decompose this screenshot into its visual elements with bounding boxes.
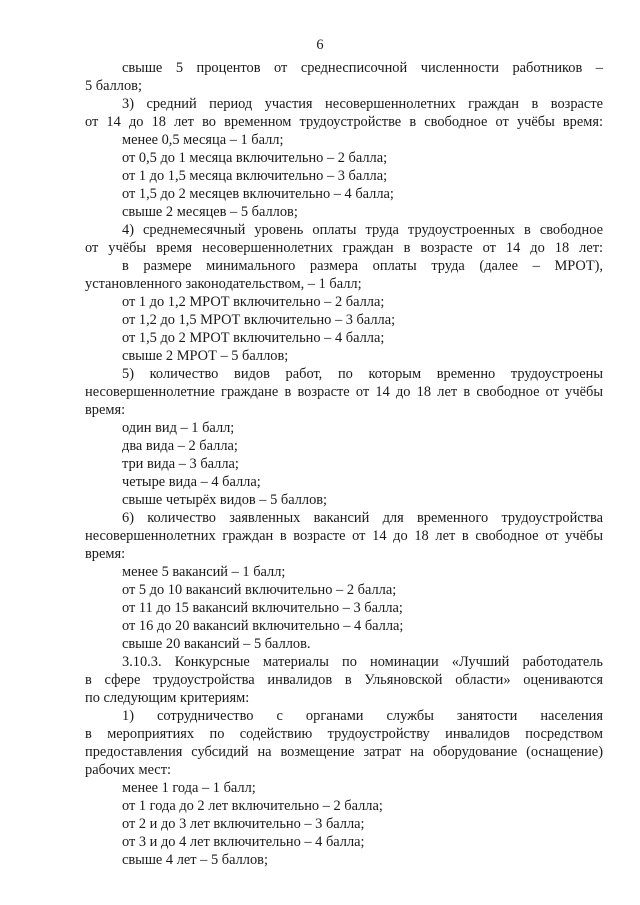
text-line: несовершеннолетние граждане в возрасте от 14 до 18 лет в свободное от учёбы (85, 384, 603, 400)
text-line: от 1 года до 2 лет включительно – 2 балла; (122, 798, 383, 814)
text-line: 6) количество заявленных вакансий для временного трудоустройства (122, 510, 603, 526)
text-line: один вид – 1 балл; (122, 420, 235, 436)
text-line: от 1 до 1,2 МРОТ включительно – 2 балла; (122, 294, 385, 310)
text-line: в размере минимального размера оплаты труда (далее – МРОТ), (122, 258, 603, 274)
text-line: рабочих мест: (85, 762, 171, 778)
text-line: время: (85, 402, 126, 418)
text-line: четыре вида – 4 балла; (122, 474, 261, 490)
text-line: свыше 5 процентов от среднесписочной численности работников – (122, 60, 603, 76)
text-line: предоставления субсидий на возмещение затрат на оборудование (оснащение) (85, 744, 603, 760)
text-line: 1) сотрудничество с органами службы занятости населения (122, 708, 603, 724)
text-line: от 1,5 до 2 месяцев включительно – 4 балла; (122, 186, 394, 202)
text-line: 5) количество видов работ, по которым временно трудоустроены (122, 366, 603, 382)
text-line: менее 5 вакансий – 1 балл; (122, 564, 286, 580)
text-line: менее 1 года – 1 балл; (122, 780, 256, 796)
text-line: несовершеннолетних граждан в возрасте от 14 до 18 лет в свободное от учёбы (85, 528, 603, 544)
text-line: от 1,5 до 2 МРОТ включительно – 4 балла; (122, 330, 385, 346)
text-line: от 16 до 20 вакансий включительно – 4 балла; (122, 618, 404, 634)
text-line: от учёбы время несовершеннолетних граждан в возрасте от 14 до 18 лет: (85, 240, 603, 256)
text-line: от 1,2 до 1,5 МРОТ включительно – 3 балла; (122, 312, 396, 328)
text-line: два вида – 2 балла; (122, 438, 238, 454)
text-line: в сфере трудоустройства инвалидов в Ульяновской области» оцениваются (85, 672, 603, 688)
text-line: менее 0,5 месяца – 1 балл; (122, 132, 284, 148)
text-line: от 2 и до 3 лет включительно – 3 балла; (122, 816, 365, 832)
text-line: от 1 до 1,5 месяца включительно – 3 балла; (122, 168, 388, 184)
text-line: от 3 и до 4 лет включительно – 4 балла; (122, 834, 365, 850)
text-line: 3.10.3. Конкурсные материалы по номинации «Лучший работодатель (122, 654, 603, 670)
text-line: свыше 2 месяцев – 5 баллов; (122, 204, 298, 220)
text-line: от 14 до 18 лет во временном трудоустройстве в свободное от учёбы время: (85, 114, 603, 130)
page-number: 6 (316, 37, 324, 53)
text-line: свыше 4 лет – 5 баллов; (122, 852, 268, 868)
text-line: от 5 до 10 вакансий включительно – 2 балла; (122, 582, 397, 598)
text-line: установленного законодательством, – 1 балл; (85, 276, 362, 292)
text-line: 4) среднемесячный уровень оплаты труда трудоустроенных в свободное (122, 222, 603, 238)
text-line: свыше 20 вакансий – 5 баллов. (122, 636, 311, 652)
text-line: три вида – 3 балла; (122, 456, 239, 472)
text-line: 5 баллов; (85, 78, 142, 94)
text-line: 3) средний период участия несовершеннолетних граждан в возрасте (122, 96, 603, 112)
text-line: свыше четырёх видов – 5 баллов; (122, 492, 328, 508)
text-line: свыше 2 МРОТ – 5 баллов; (122, 348, 289, 364)
text-line: от 0,5 до 1 месяца включительно – 2 балла; (122, 150, 388, 166)
text-line: по следующим критериям: (85, 690, 250, 706)
text-line: время: (85, 546, 126, 562)
text-line: от 11 до 15 вакансий включительно – 3 балла; (122, 600, 403, 616)
text-line: в мероприятиях по содействию трудоустройству инвалидов посредством (85, 726, 603, 742)
